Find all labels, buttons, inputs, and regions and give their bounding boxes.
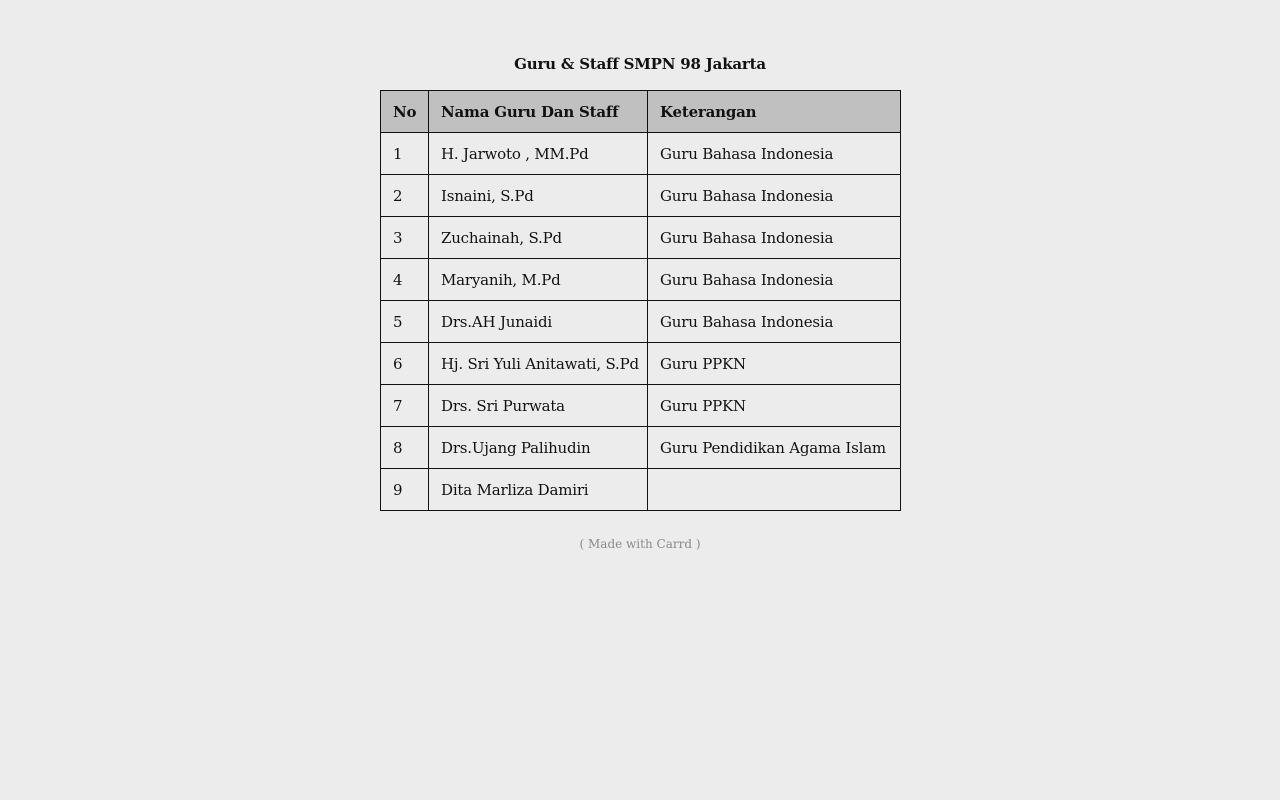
cell-name: Hj. Sri Yuli Anitawati, S.Pd: [429, 343, 648, 385]
table-row: [381, 427, 901, 469]
table-row: [381, 175, 901, 217]
cell-no: 8: [381, 427, 429, 469]
cell-name: Drs.AH Junaidi: [429, 301, 648, 343]
cell-keterangan: Guru PPKN: [648, 385, 901, 427]
cell-keterangan: Guru Bahasa Indonesia: [648, 259, 901, 301]
table-row: [381, 301, 901, 343]
table-row: [381, 385, 901, 427]
cell-name: Dita Marliza Damiri: [429, 469, 648, 511]
cell-keterangan: Guru PPKN: [648, 343, 901, 385]
cell-name: Drs. Sri Purwata: [429, 385, 648, 427]
cell-keterangan: [648, 469, 901, 511]
cell-no: 4: [381, 259, 429, 301]
cell-no: 2: [381, 175, 429, 217]
cell-no: 3: [381, 217, 429, 259]
table-header-row: [381, 91, 901, 133]
column-header-no: No: [381, 91, 429, 133]
cell-name: H. Jarwoto , MM.Pd: [429, 133, 648, 175]
column-header-name: Nama Guru Dan Staff: [429, 91, 648, 133]
cell-name: Isnaini, S.Pd: [429, 175, 648, 217]
cell-keterangan: Guru Pendidikan Agama Islam: [648, 427, 901, 469]
table-row: [381, 217, 901, 259]
cell-keterangan: Guru Bahasa Indonesia: [648, 217, 901, 259]
page-title: Guru & Staff SMPN 98 Jakarta: [514, 55, 766, 73]
cell-name: Maryanih, M.Pd: [429, 259, 648, 301]
cell-no: 7: [381, 385, 429, 427]
staff-table: [380, 90, 901, 511]
table-row: [381, 343, 901, 385]
cell-no: 5: [381, 301, 429, 343]
table-row: [381, 469, 901, 511]
cell-no: 6: [381, 343, 429, 385]
cell-keterangan: Guru Bahasa Indonesia: [648, 175, 901, 217]
cell-keterangan: Guru Bahasa Indonesia: [648, 133, 901, 175]
cell-name: Drs.Ujang Palihudin: [429, 427, 648, 469]
column-header-keterangan: Keterangan: [648, 91, 901, 133]
table-row: [381, 133, 901, 175]
cell-name: Zuchainah, S.Pd: [429, 217, 648, 259]
cell-no: 9: [381, 469, 429, 511]
made-with-carrd-link[interactable]: ( Made with Carrd ): [579, 537, 701, 551]
cell-keterangan: Guru Bahasa Indonesia: [648, 301, 901, 343]
cell-no: 1: [381, 133, 429, 175]
table-row: [381, 259, 901, 301]
